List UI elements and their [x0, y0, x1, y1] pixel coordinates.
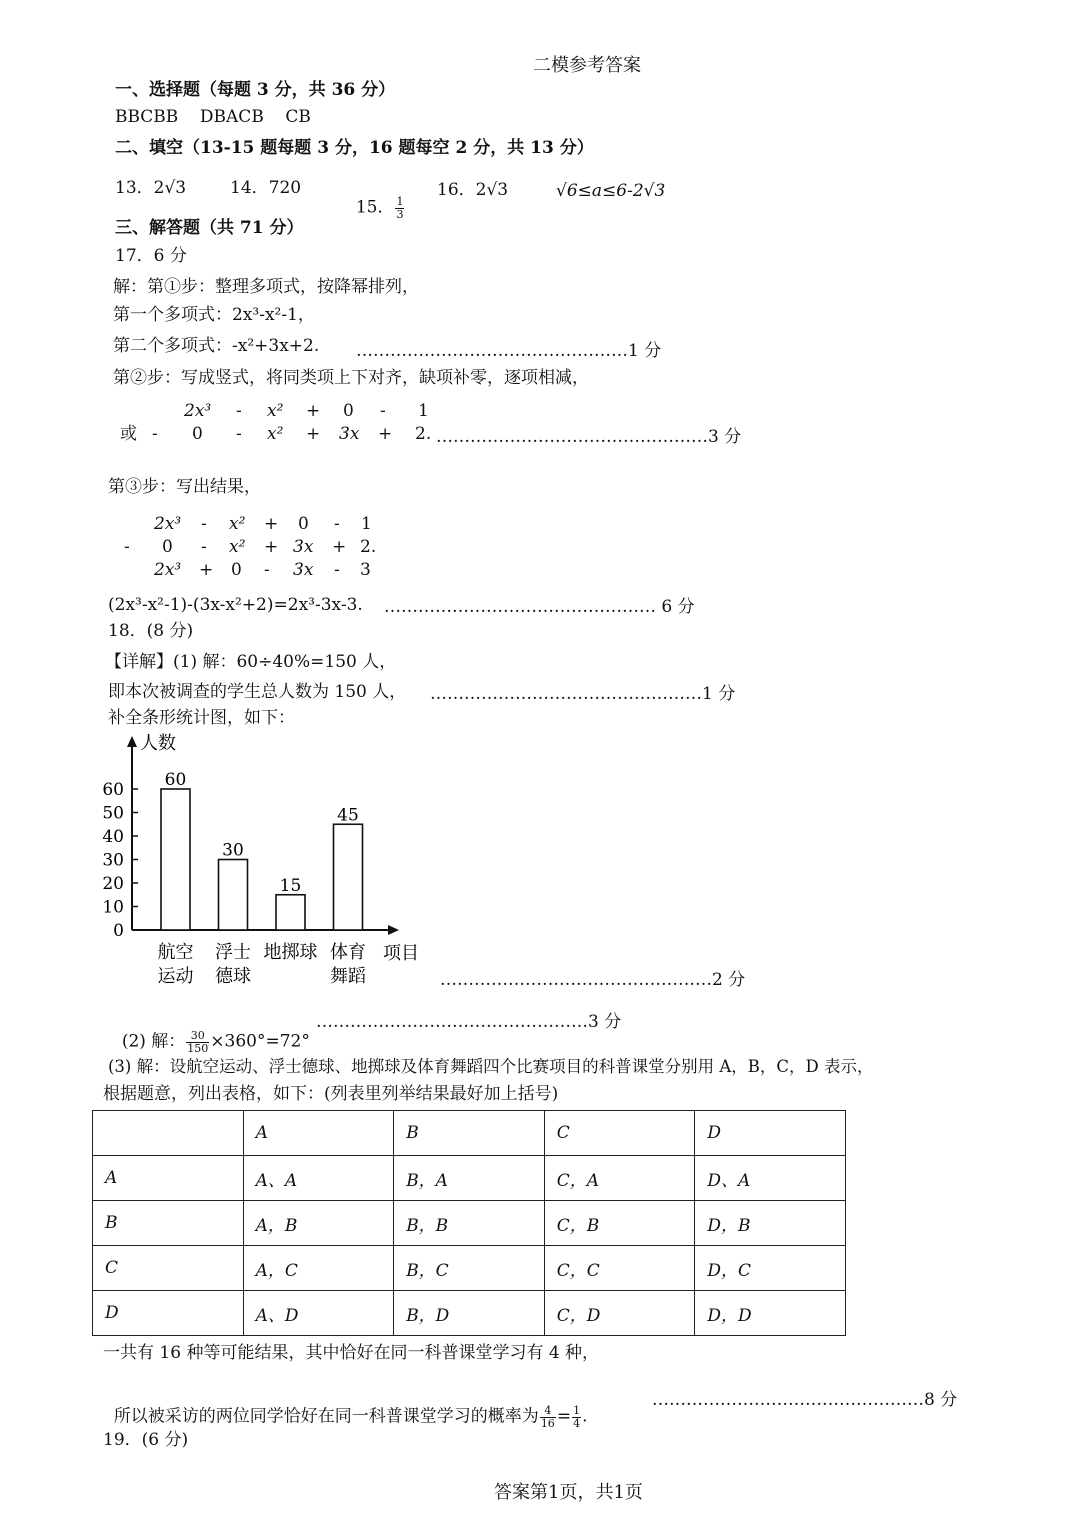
table-cell: D，C: [695, 1246, 846, 1291]
table-cell: C，A: [544, 1156, 695, 1201]
v2-op: -: [152, 424, 158, 444]
v3-op: -: [334, 514, 340, 534]
answer-16-range: √6≤a≤6-2√3: [556, 181, 666, 201]
v2-op: -: [380, 401, 386, 421]
table-header-row: [93, 1111, 846, 1156]
v3-term: 0: [162, 537, 173, 557]
v3-op: -: [201, 514, 207, 534]
q19-header: 19．(6 分): [103, 1430, 189, 1450]
bar-chart: [95, 728, 425, 993]
q18-part3b: 根据题意，列出表格，如下：(列表里列举结果最好加上括号): [103, 1084, 559, 1104]
v3-term: 3x: [293, 560, 314, 580]
category-label: 运动: [157, 966, 194, 987]
q18-part1: 【详解】(1) 解：60÷40%=150 人，: [105, 652, 397, 672]
q18-score3: …………………………………………3 分: [316, 1012, 622, 1032]
answer-14: 14．720: [230, 178, 302, 198]
q18-score1: …………………………………………1 分: [430, 684, 736, 704]
v3-term: x²: [229, 537, 246, 557]
q17-step1: 解：第①步：整理多项式，按降幂排列，: [113, 277, 419, 297]
q18-conclusion2-prefix: 所以被采访的两位同学恰好在同一科普课堂学习的概率为: [113, 1406, 539, 1427]
probability-denominator-2: 4: [573, 1416, 581, 1430]
v2-term: 2.: [415, 424, 432, 444]
bar: [276, 895, 305, 930]
q18-total: 即本次被调查的学生总人数为 150 人，: [108, 682, 407, 702]
table-cell: A: [93, 1156, 244, 1201]
section2-heading: 二、填空（13-15 题每题 3 分，16 题每空 2 分，共 13 分）: [115, 138, 594, 158]
v3-op: -: [124, 537, 130, 557]
v2-op: -: [236, 401, 242, 421]
v2-term: 0: [343, 401, 354, 421]
table-cell: B: [394, 1111, 545, 1156]
q17-score1: …………………………………………1 分: [356, 341, 662, 361]
table-cell: B，B: [394, 1201, 545, 1246]
v2-term: 0: [192, 424, 203, 444]
table-cell: A: [243, 1111, 394, 1156]
q17-score3: ………………………………………… 6 分: [384, 597, 695, 617]
q18-conclusion2: [103, 1385, 587, 1429]
v3-op: +: [199, 560, 214, 580]
table-cell: A，B: [243, 1201, 394, 1246]
category-label: 浮士: [215, 942, 251, 963]
y-tick-label: 0: [113, 921, 124, 941]
v3-term: 3x: [293, 537, 314, 557]
bar-value-label: 45: [337, 805, 359, 826]
table-cell: B，A: [394, 1156, 545, 1201]
page-title: 二模参考答案: [533, 55, 641, 76]
table-cell: A、A: [243, 1156, 394, 1201]
probability-fraction-1: [540, 1405, 556, 1429]
bar-value-label: 30: [222, 840, 244, 861]
bar-value-label: 60: [164, 770, 187, 790]
q18-part3a: (3) 解：设航空运动、浮士德球、地掷球及体育舞蹈四个比赛项目的科普课堂分别用 A，B，C，D 表示，: [108, 1057, 874, 1076]
table-row: [93, 1246, 846, 1291]
v3-term: 2.: [360, 537, 377, 557]
v3-term: 0: [298, 514, 309, 534]
q18-part2-denominator: 150: [187, 1041, 209, 1055]
v3-term: 0: [231, 560, 242, 580]
x-axis-label: 项目: [383, 943, 419, 964]
answer-16: 16．2√3: [437, 180, 509, 200]
v2-op: -: [236, 424, 242, 444]
y-tick-label: 50: [102, 803, 124, 824]
q17-score2: …………………………………………3 分: [436, 427, 742, 447]
table-cell: D: [93, 1291, 244, 1336]
q18-header: 18．(8 分): [108, 621, 194, 641]
y-tick-label: 60: [102, 780, 124, 800]
answer-13: 13．2√3: [115, 178, 187, 198]
probability-numerator-1: 4: [540, 1405, 556, 1418]
table-cell: C，B: [544, 1201, 695, 1246]
q18-score4: …………………………………………8 分: [652, 1390, 958, 1410]
table-cell: [93, 1111, 244, 1156]
y-axis-arrow: [127, 736, 137, 747]
q17-poly1: 第一个多项式：2x³-x²-1，: [113, 305, 315, 325]
v2-term: 3x: [339, 424, 360, 444]
category-label: 德球: [215, 966, 251, 987]
category-label: 航空: [157, 942, 194, 963]
answer-15: [345, 176, 405, 220]
v2-term: x²: [267, 401, 284, 421]
answer-15-fraction: [395, 196, 404, 220]
bar: [334, 824, 363, 930]
section1-heading: 一、选择题（每题 3 分，共 36 分）: [115, 80, 396, 100]
v3-term: 1: [361, 514, 372, 534]
probability-denominator-1: 16: [540, 1416, 555, 1430]
bar: [161, 789, 190, 930]
section3-heading: 三、解答题（共 71 分）: [115, 218, 304, 238]
table-cell: C，D: [544, 1291, 695, 1336]
table-cell: D，B: [695, 1201, 846, 1246]
q18-score2: …………………………………………2 分: [440, 970, 746, 990]
q17-step3: 第③步：写出结果，: [108, 477, 261, 497]
table-row: [93, 1291, 846, 1336]
table-row: [93, 1156, 846, 1201]
q17-result: (2x³-x²-1)-(3x-x²+2)=2x³-3x-3.: [108, 595, 363, 615]
equals-sign: =: [556, 1406, 572, 1427]
v3-op: +: [332, 537, 347, 557]
y-tick-label: 40: [102, 827, 124, 847]
answer-15-label: 15．: [355, 197, 395, 218]
answer-15-numerator: 1: [396, 195, 404, 209]
table-cell: C，C: [544, 1246, 695, 1291]
q17-header: 17．6 分: [115, 246, 187, 266]
table-row: [93, 1201, 846, 1246]
bar: [219, 860, 248, 931]
v3-term: x²: [229, 514, 246, 534]
v3-op: +: [264, 537, 279, 557]
category-label: 舞蹈: [330, 966, 366, 987]
v2-op: +: [306, 424, 321, 444]
page-footer: 答案第1页，共1页: [494, 1482, 643, 1503]
y-tick-label: 30: [102, 850, 124, 871]
v3-op: -: [264, 560, 270, 580]
bar-value-label: 15: [279, 875, 302, 896]
q18-part2-fraction: [186, 1030, 209, 1054]
y-axis-label: 人数: [140, 733, 176, 754]
v3-op: -: [334, 560, 340, 580]
table-cell: B，D: [394, 1291, 545, 1336]
x-axis-arrow: [388, 925, 399, 935]
q18-part2-suffix: ×360°=72°: [210, 1031, 310, 1052]
q18-complete: 补全条形统计图，如下：: [108, 708, 295, 728]
q18-conclusion1: 一共有 16 种等可能结果，其中恰好在同一科普课堂学习有 4 种，: [103, 1343, 600, 1363]
probability-numerator-2: 1: [573, 1404, 581, 1418]
probability-fraction-2: [572, 1405, 581, 1429]
category-label: 地掷球: [263, 942, 318, 963]
q18-part2-numerator: 30: [186, 1030, 209, 1043]
table-cell: A，C: [243, 1246, 394, 1291]
y-tick-label: 10: [102, 897, 124, 918]
v2-op: +: [378, 424, 393, 444]
table-cell: D，D: [695, 1291, 846, 1336]
v3-term: 2x³: [154, 514, 182, 534]
v3-term: 3: [360, 560, 371, 580]
table-cell: C: [544, 1111, 695, 1156]
table-cell: D、A: [695, 1156, 846, 1201]
q17-step2: 第②步：写成竖式，将同类项上下对齐，缺项补零，逐项相减，: [113, 368, 589, 388]
table-cell: A、D: [243, 1291, 394, 1336]
table-cell: B，C: [394, 1246, 545, 1291]
v2-term: x²: [267, 424, 284, 444]
v2-term: 1: [418, 401, 429, 421]
q18-part2: [111, 1010, 310, 1054]
category-label: 体育: [330, 942, 366, 963]
table-cell: D: [695, 1111, 846, 1156]
v3-term: 2x³: [154, 560, 182, 580]
v3-op: +: [264, 514, 279, 534]
v2-term: 2x³: [184, 401, 212, 421]
table-cell: B: [93, 1201, 244, 1246]
section1-answers: BBCBB DBACB CB: [115, 107, 311, 127]
table-cell: C: [93, 1246, 244, 1291]
q18-part2-prefix: (2) 解：: [121, 1031, 186, 1052]
v2-op: +: [306, 401, 321, 421]
y-tick-label: 20: [102, 874, 124, 894]
answer-15-denominator: 3: [396, 207, 404, 221]
sentence-end: .: [582, 1406, 588, 1427]
result-table: [92, 1110, 846, 1336]
q17-poly2: 第二个多项式：-x²+3x+2.: [113, 336, 320, 356]
v3-op: -: [201, 537, 207, 557]
q17-or-label: 或: [120, 424, 137, 444]
